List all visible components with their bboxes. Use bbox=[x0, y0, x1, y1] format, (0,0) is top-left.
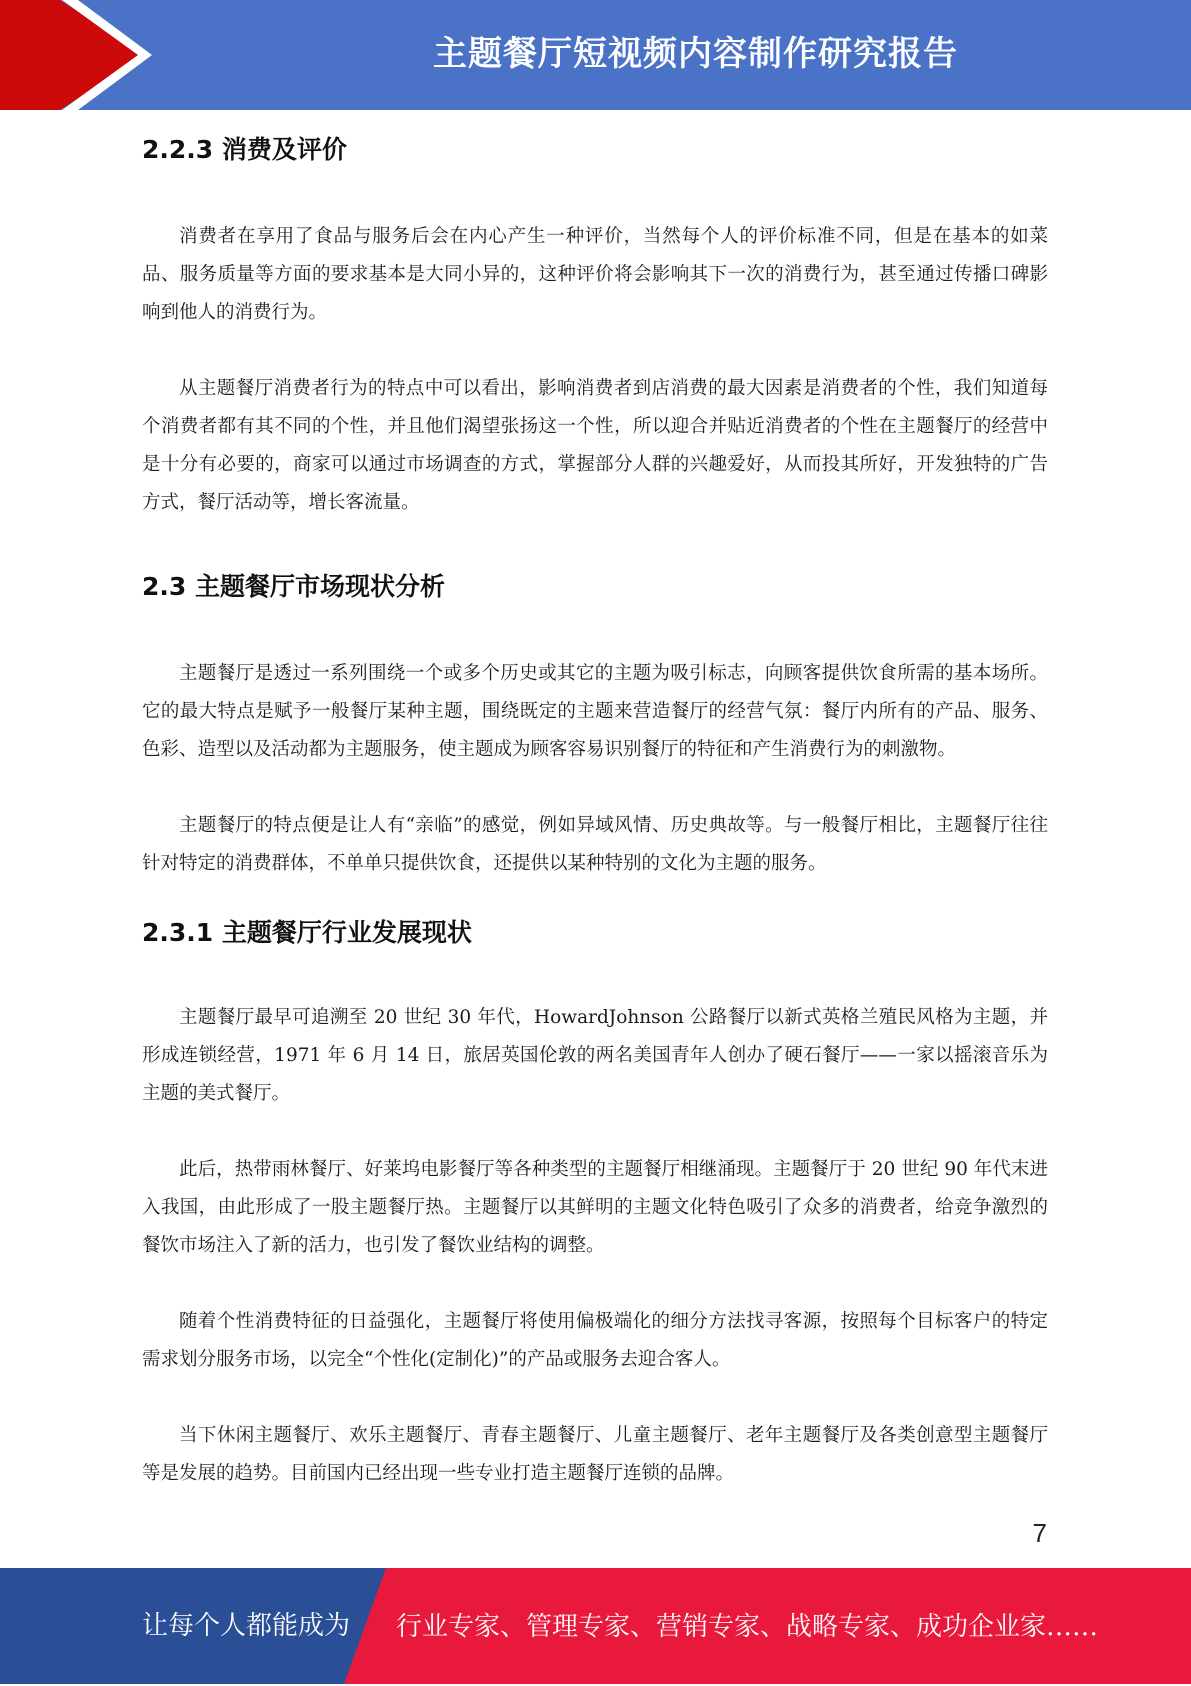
paragraph: 消费者在享用了食品与服务后会在内心产生一种评价，当然每个人的评价标准不同，但是在基本的如菜品、服务质量等方面的要求基本是大同小异的，这种评价将会影响其下一次的消费行为，甚至通过传播口碑影响到他人的消费行为。 bbox=[142, 226, 1048, 323]
section-heading: 2.3 主题餐厅市场现状分析 bbox=[142, 572, 445, 601]
paragraph: 主题餐厅的特点便是让人有“亲临”的感觉，例如异域风情、历史典故等。与一般餐厅相比，主题餐厅往往针对特定的消费群体，不单单只提供饮食，还提供以某种特别的文化为主题的服务。 bbox=[142, 815, 1048, 874]
section-heading: 2.2.3 消费及评价 bbox=[142, 135, 347, 164]
header-title: 主题餐厅短视频内容制作研究报告 bbox=[433, 34, 958, 74]
paragraph: 随着个性消费特征的日益强化，主题餐厅将使用偏极端化的细分方法找寻客源，按照每个目标客户的特定需求划分服务市场，以完全“个性化(定制化)”的产品或服务去迎合客人。 bbox=[142, 1311, 1048, 1370]
page-number: 7 bbox=[1032, 1518, 1047, 1548]
header-chevron-decoration bbox=[0, 0, 220, 110]
document-body bbox=[142, 120, 1048, 1493]
paragraph: 主题餐厅最早可追溯至 20 世纪 30 年代，HowardJohnson 公路餐厅以新式英格兰殖民风格为主题，并形成连锁经营，1971 年 6 月 14 日，旅居英国伦敦的两名美国青年人创办了硬石餐厅——一家以摇滚音乐为主题的美式餐厅。 bbox=[142, 1007, 1048, 1104]
paragraph: 主题餐厅是透过一系列围绕一个或多个历史或其它的主题为吸引标志，向顾客提供饮食所需的基本场所。它的最大特点是赋予一般餐厅某种主题，围绕既定的主题来营造餐厅的经营气氛：餐厅内所有的产品、服务、色彩、造型以及活动都为主题服务，使主题成为顾客容易识别餐厅的特征和产生消费行为的刺激物。 bbox=[142, 663, 1048, 760]
page-header bbox=[0, 0, 1191, 110]
paragraph: 此后，热带雨林餐厅、好莱坞电影餐厅等各种类型的主题餐厅相继涌现。主题餐厅于 20 世纪 90 年代末进入我国，由此形成了一股主题餐厅热。主题餐厅以其鲜明的主题文化特色吸引了众多的消费者，给竞争激烈的餐饮市场注入了新的活力，也引发了餐饮业结构的调整。 bbox=[142, 1159, 1048, 1256]
footer-slogan-right: 行业专家、管理专家、营销专家、战略专家、成功企业家…… bbox=[396, 1612, 1099, 1642]
page-footer bbox=[0, 1568, 1191, 1684]
footer-slogan-left: 让每个人都能成为 bbox=[142, 1611, 351, 1641]
paragraph: 从主题餐厅消费者行为的特点中可以看出，影响消费者到店消费的最大因素是消费者的个性，我们知道每个消费者都有其不同的个性，并且他们渴望张扬这一个性，所以迎合并贴近消费者的个性在主题餐厅的经营中是十分有必要的，商家可以通过市场调查的方式，掌握部分人群的兴趣爱好，从而投其所好，开发独特的广告方式，餐厅活动等，增长客流量。 bbox=[142, 378, 1048, 513]
section-heading: 2.3.1 主题餐厅行业发展现状 bbox=[142, 918, 472, 947]
paragraph: 当下休闲主题餐厅、欢乐主题餐厅、青春主题餐厅、儿童主题餐厅、老年主题餐厅及各类创意型主题餐厅等是发展的趋势。目前国内已经出现一些专业打造主题餐厅连锁的品牌。 bbox=[142, 1425, 1048, 1484]
